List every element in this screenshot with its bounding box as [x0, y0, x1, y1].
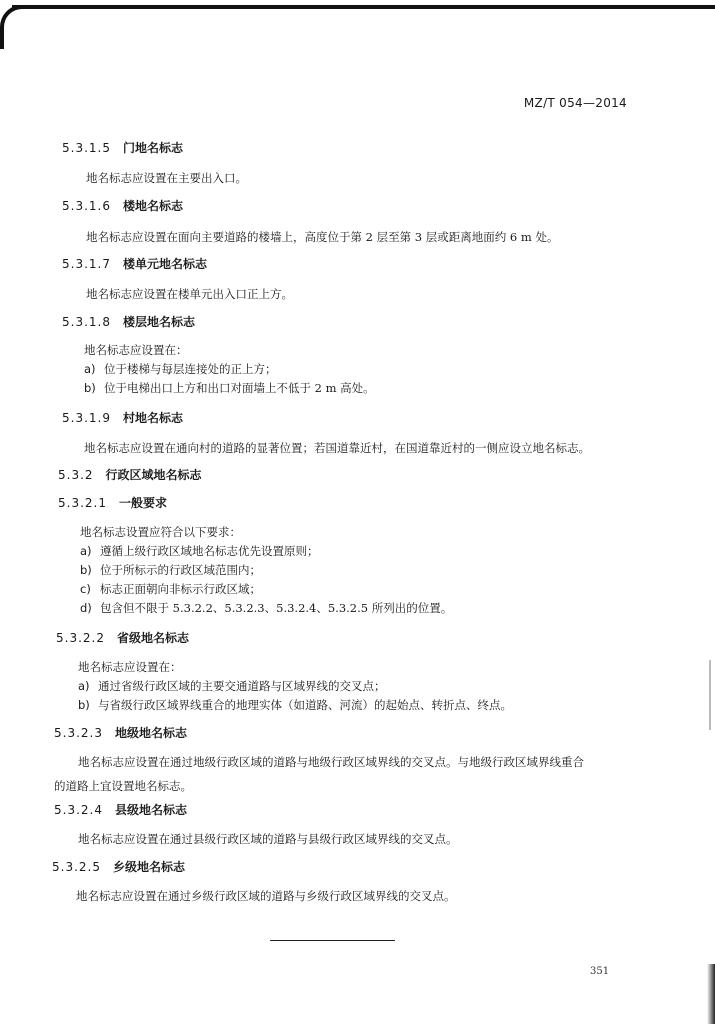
section-title: 一般要求	[118, 496, 167, 510]
section-number: 5.3.2.3	[54, 726, 103, 740]
list-item-text: 通过省级行政区域的主要交通道路与区域界线的交叉点；	[98, 679, 386, 693]
list-item	[78, 697, 512, 713]
section-number: 5.3.2.2	[56, 631, 105, 645]
section-title: 楼层地名标志	[122, 315, 195, 329]
heading-5-3-1-6	[62, 197, 183, 214]
section-number: 5.3.1.8	[62, 315, 111, 329]
section-number: 5.3.2.4	[54, 803, 103, 817]
list-item	[80, 562, 261, 578]
heading-5-3-1-9	[62, 409, 183, 426]
list-item-text: 遵循上级行政区域地名标志优先设置原则；	[100, 544, 319, 558]
list-marker: b)	[78, 698, 90, 712]
list-marker: a)	[84, 362, 96, 376]
list-item-text: 包含但不限于 5.3.2.2、5.3.2.3、5.3.2.4、5.3.2.5 所列出的位置。	[100, 601, 453, 615]
list-item	[80, 581, 261, 597]
section-title: 村地名标志	[122, 411, 183, 425]
section-number: 5.3.2.5	[52, 860, 101, 874]
section-number: 5.3.2	[58, 468, 94, 482]
section-number: 5.3.1.5	[62, 141, 111, 155]
list-item-text: 标志正面朝向非标示行政区域；	[100, 582, 261, 596]
section-title: 县级地名标志	[114, 803, 187, 817]
scan-right-edge	[703, 960, 715, 1024]
paragraph: 地名标志应设置在：	[78, 660, 182, 674]
list-item	[84, 380, 375, 396]
section-number: 5.3.1.7	[62, 257, 111, 271]
section-number: 5.3.1.9	[62, 411, 111, 425]
section-title: 行政区域地名标志	[105, 468, 202, 482]
paragraph: 地名标志应设置在通过地级行政区域的道路与地级行政区域界线的交叉点。与地级行政区域界线重合的道路上宜设置地名标志。	[54, 755, 584, 793]
paragraph: 地名标志设置应符合以下要求：	[80, 525, 241, 539]
heading-5-3-1-8	[62, 313, 195, 330]
paragraph: 地名标志应设置在：	[84, 343, 188, 357]
list-item	[80, 543, 319, 559]
standard-code: MZ/T 054—2014	[523, 96, 627, 110]
heading-5-3-2-4	[54, 801, 187, 818]
page-number: 351	[590, 966, 610, 977]
list-item	[78, 678, 386, 694]
list-marker: c)	[80, 582, 91, 596]
heading-5-3-1-7	[62, 255, 207, 272]
paragraph: 地名标志应设置在楼单元出入口正上方。	[86, 287, 293, 301]
list-marker: a)	[80, 544, 92, 558]
heading-5-3-1-5	[62, 139, 183, 156]
paragraph: 地名标志应设置在通向村的道路的显著位置；若国道靠近村，在国道靠近村的一侧应设立地名标志。	[84, 441, 590, 455]
section-title: 地级地名标志	[114, 726, 187, 740]
list-marker: a)	[78, 679, 90, 693]
section-title: 楼地名标志	[122, 199, 183, 213]
list-marker: b)	[84, 381, 96, 395]
list-item	[84, 361, 277, 377]
paragraph: 地名标志应设置在面向主要道路的楼墙上，高度位于第 2 层至第 3 层或距离地面约 6 m 处。	[86, 230, 559, 244]
section-number: 5.3.1.6	[62, 199, 111, 213]
heading-5-3-2-3	[54, 724, 187, 741]
section-title: 乡级地名标志	[112, 860, 185, 874]
paragraph: 地名标志应设置在通过县级行政区域的道路与县级行政区域界线的交叉点。	[78, 832, 458, 846]
scan-top-edge	[0, 0, 715, 14]
list-item-text: 位于楼梯与每层连接处的正上方；	[104, 362, 277, 376]
heading-5-3-2	[58, 466, 202, 483]
list-item	[80, 600, 452, 616]
section-number: 5.3.2.1	[58, 496, 107, 510]
list-item-text: 位于所标示的行政区域范围内；	[100, 563, 261, 577]
section-title: 省级地名标志	[116, 631, 189, 645]
list-item-text: 与省级行政区域界线重合的地理实体（如道路、河流）的起始点、转折点、终点。	[98, 698, 512, 712]
list-marker: d)	[80, 601, 92, 615]
paragraph: 地名标志应设置在主要出入口。	[86, 171, 247, 185]
paragraph: 地名标志应设置在通过乡级行政区域的道路与乡级行政区域界线的交叉点。	[76, 889, 456, 903]
heading-5-3-2-1	[58, 494, 167, 511]
footer-divider	[270, 940, 395, 941]
section-title: 楼单元地名标志	[122, 257, 207, 271]
list-marker: b)	[80, 563, 92, 577]
heading-5-3-2-5	[52, 858, 185, 875]
section-title: 门地名标志	[122, 141, 183, 155]
heading-5-3-2-2	[56, 629, 189, 646]
list-item-text: 位于电梯出口上方和出口对面墙上不低于 2 m 高处。	[104, 381, 375, 395]
